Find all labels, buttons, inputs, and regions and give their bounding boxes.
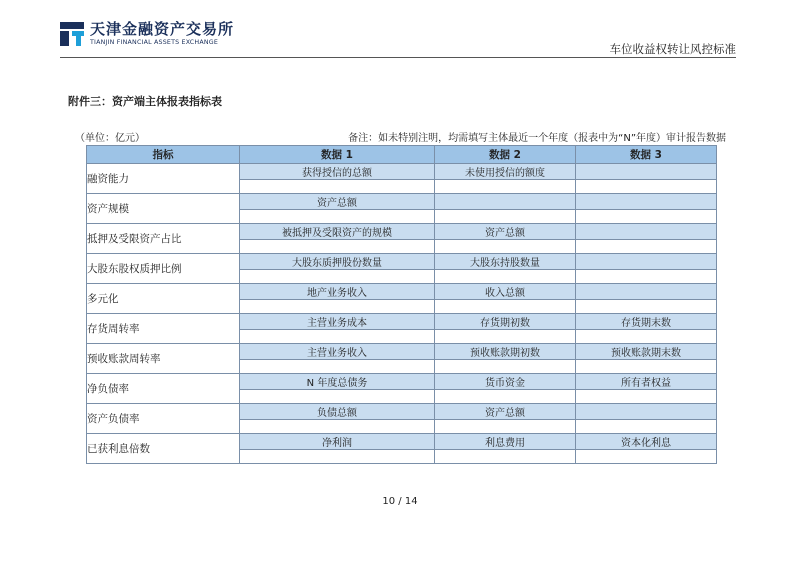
data-value-cell[interactable]: [576, 300, 717, 314]
data-item-label: 资本化利息: [576, 434, 717, 450]
table-row: [87, 164, 717, 180]
data-item-label: N 年度总债务: [240, 374, 435, 390]
indicator-name: 资产负债率: [87, 404, 240, 434]
data-item-label: 利息费用: [435, 434, 576, 450]
header-data-2: 数据 2: [435, 146, 576, 164]
data-item-label: 资产总额: [435, 404, 576, 420]
data-value-cell[interactable]: [576, 450, 717, 464]
data-value-cell[interactable]: [435, 450, 576, 464]
data-value-cell[interactable]: [240, 330, 435, 344]
exchange-logo-icon: [60, 22, 84, 46]
data-value-cell[interactable]: [576, 390, 717, 404]
data-item-label: 未使用授信的额度: [435, 164, 576, 180]
data-item-label: 货币资金: [435, 374, 576, 390]
data-value-cell[interactable]: [435, 300, 576, 314]
data-value-cell[interactable]: [576, 360, 717, 374]
indicator-name: 大股东股权质押比例: [87, 254, 240, 284]
indicator-name: 存货周转率: [87, 314, 240, 344]
data-item-label: 收入总额: [435, 284, 576, 300]
data-item-label: 存货期初数: [435, 314, 576, 330]
data-item-label: [576, 284, 717, 300]
logo-chinese-name: 天津金融资产交易所: [90, 20, 235, 38]
data-value-cell[interactable]: [435, 330, 576, 344]
table-row: [87, 344, 717, 360]
section-title: 附件三：资产端主体报表指标表: [68, 95, 222, 108]
indicator-name: 净负债率: [87, 374, 240, 404]
data-item-label: 被抵押及受限资产的规模: [240, 224, 435, 240]
data-item-label: [576, 224, 717, 240]
table-row: [87, 314, 717, 330]
data-value-cell[interactable]: [240, 240, 435, 254]
page-number: 10 / 14: [382, 496, 418, 507]
data-value-cell[interactable]: [576, 240, 717, 254]
table-header-row: [87, 146, 717, 164]
indicator-name: 融资能力: [87, 164, 240, 194]
data-value-cell[interactable]: [240, 420, 435, 434]
table-row: [87, 194, 717, 210]
data-value-cell[interactable]: [435, 420, 576, 434]
table-row: [87, 434, 717, 450]
table-row: [87, 374, 717, 390]
data-item-label: [576, 194, 717, 210]
data-value-cell[interactable]: [435, 360, 576, 374]
data-item-label: [435, 194, 576, 210]
data-value-cell[interactable]: [576, 180, 717, 194]
document-title: 车位收益权转让风控标准: [609, 42, 736, 56]
data-value-cell[interactable]: [240, 270, 435, 284]
data-value-cell[interactable]: [240, 450, 435, 464]
data-item-label: 净利润: [240, 434, 435, 450]
data-item-label: 大股东持股数量: [435, 254, 576, 270]
data-item-label: [576, 254, 717, 270]
data-value-cell[interactable]: [240, 390, 435, 404]
exchange-logo: [60, 22, 234, 46]
data-value-cell[interactable]: [435, 270, 576, 284]
header-indicator: 指标: [87, 146, 240, 164]
data-item-label: 资产总额: [240, 194, 435, 210]
data-item-label: 地产业务收入: [240, 284, 435, 300]
indicator-name: 抵押及受限资产占比: [87, 224, 240, 254]
data-item-label: 预收账款期初数: [435, 344, 576, 360]
data-value-cell[interactable]: [240, 210, 435, 224]
data-value-cell[interactable]: [576, 210, 717, 224]
indicator-name: 多元化: [87, 284, 240, 314]
header-data-1: 数据 1: [240, 146, 435, 164]
data-item-label: 获得授信的总额: [240, 164, 435, 180]
table-row: [87, 284, 717, 300]
indicator-name: 资产规模: [87, 194, 240, 224]
data-item-label: 预收账款期末数: [576, 344, 717, 360]
data-item-label: 所有者权益: [576, 374, 717, 390]
remark-note: 备注：如未特别注明，均需填写主体最近一个年度（报表中为“N”年度）审计报告数据: [348, 133, 726, 144]
table-row: [87, 254, 717, 270]
indicator-name: 预收账款周转率: [87, 344, 240, 374]
data-item-label: [576, 404, 717, 420]
data-value-cell[interactable]: [240, 180, 435, 194]
header-divider: [60, 57, 736, 58]
data-value-cell[interactable]: [576, 330, 717, 344]
data-item-label: 主营业务收入: [240, 344, 435, 360]
unit-label: （单位：亿元）: [75, 133, 145, 144]
data-item-label: [576, 164, 717, 180]
table-row: [87, 404, 717, 420]
data-item-label: 负债总额: [240, 404, 435, 420]
data-value-cell[interactable]: [240, 300, 435, 314]
data-value-cell[interactable]: [576, 420, 717, 434]
data-item-label: 资产总额: [435, 224, 576, 240]
data-value-cell[interactable]: [576, 270, 717, 284]
data-value-cell[interactable]: [435, 240, 576, 254]
data-item-label: 主营业务成本: [240, 314, 435, 330]
data-value-cell[interactable]: [240, 360, 435, 374]
data-value-cell[interactable]: [435, 180, 576, 194]
table-row: [87, 224, 717, 240]
header-data-3: 数据 3: [576, 146, 717, 164]
logo-english-name: TIANJIN FINANCIAL ASSETS EXCHANGE: [90, 39, 218, 46]
data-item-label: 大股东质押股份数量: [240, 254, 435, 270]
indicator-name: 已获利息倍数: [87, 434, 240, 464]
data-value-cell[interactable]: [435, 390, 576, 404]
data-value-cell[interactable]: [435, 210, 576, 224]
data-item-label: 存货期末数: [576, 314, 717, 330]
indicator-table: [86, 145, 717, 464]
